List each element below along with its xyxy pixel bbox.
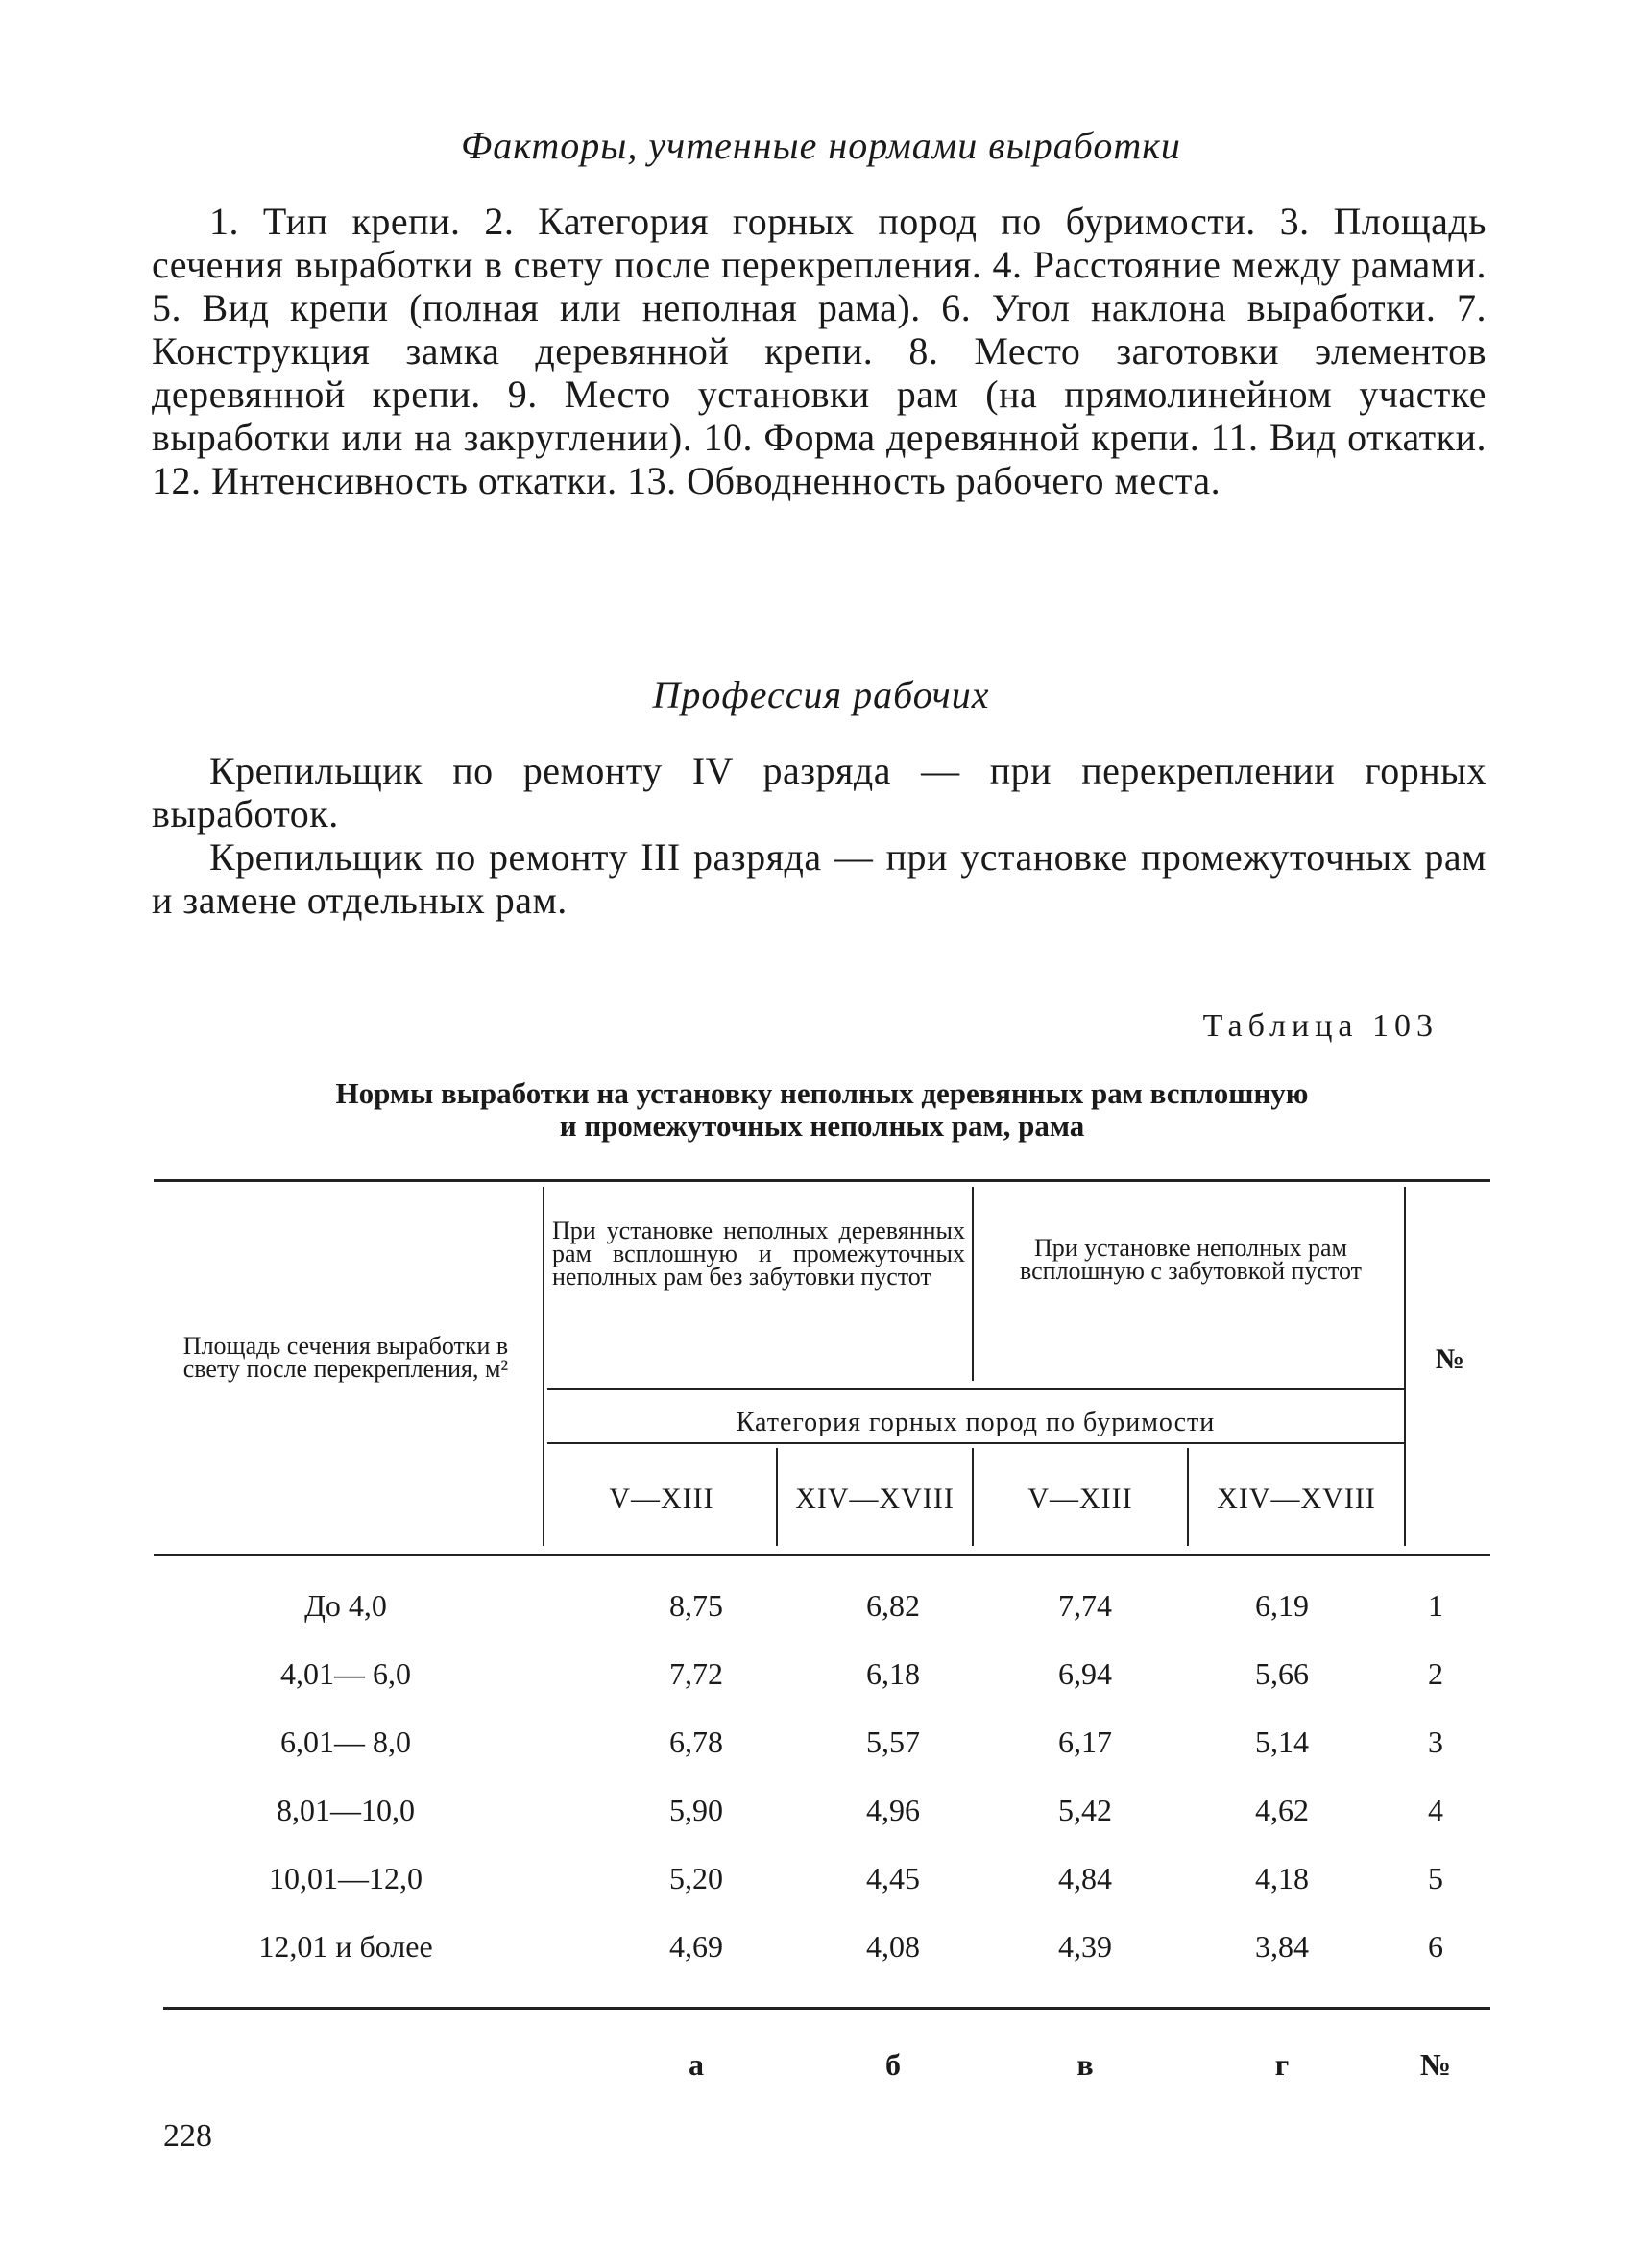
cell-b: 4,45 [866, 1861, 920, 1895]
table-row [154, 1861, 1490, 1918]
cell-a: 5,20 [669, 1861, 723, 1895]
header-sub-4: XIV—XVIII [1217, 1483, 1376, 1514]
row-area: 6,01— 8,0 [280, 1725, 411, 1759]
row-area: 8,01—10,0 [277, 1793, 415, 1827]
cell-num: 6 [1428, 1929, 1443, 1964]
cell-b: 4,08 [866, 1929, 920, 1964]
cell-v: 4,39 [1058, 1929, 1112, 1964]
cell-b: 6,82 [866, 1588, 920, 1623]
cell-a: 5,90 [669, 1793, 723, 1827]
cell-v: 4,84 [1058, 1861, 1112, 1895]
header-sub-3: V—XIII [1028, 1483, 1133, 1514]
table-bottom-rule [163, 2007, 1490, 2010]
cell-b: 6,18 [866, 1656, 920, 1691]
letter-num: № [1419, 2047, 1452, 2082]
cell-num: 4 [1428, 1793, 1443, 1827]
col-divider-area [543, 1187, 544, 1546]
letter-b: б [885, 2047, 901, 2082]
cell-v: 5,42 [1058, 1793, 1112, 1827]
column-letters [154, 2047, 1490, 2095]
table-row [154, 1588, 1490, 1646]
header-group-rule [547, 1388, 1404, 1390]
section-heading-profession: Профессия рабочих [652, 673, 990, 716]
table-row [154, 1656, 1490, 1714]
table-row [154, 1929, 1490, 1987]
letter-g: г [1274, 2047, 1290, 2082]
table-top-rule [154, 1179, 1490, 1182]
header-bottom-rule [154, 1554, 1490, 1556]
row-area: До 4,0 [304, 1588, 387, 1623]
cell-a: 7,72 [669, 1656, 723, 1691]
table-row [154, 1725, 1490, 1782]
col-divider-groups [972, 1187, 974, 1381]
header-group-1: При установке неполных деревянных рам всплошную и промежуточных неполных рам без забутовки пустот [552, 1217, 965, 1291]
header-sub-2: XIV—XVIII [795, 1483, 955, 1514]
cell-num: 2 [1428, 1656, 1443, 1691]
cell-g: 5,14 [1255, 1725, 1309, 1759]
cell-num: 3 [1428, 1725, 1443, 1759]
cell-g: 3,84 [1255, 1929, 1309, 1964]
cell-v: 7,74 [1058, 1588, 1112, 1623]
profession-paragraph-1: Крепильщик по ремонту IV разряда — при перекреплении горных выработок. [152, 749, 1487, 835]
row-area: 12,01 и более [258, 1929, 433, 1964]
section-heading-factors: Факторы, учтенные нормами выработки [461, 124, 1181, 167]
table-row [154, 1793, 1490, 1850]
header-num: № [1435, 1343, 1465, 1375]
table-title-line-2: и промежуточных неполных рам, рама [559, 1109, 1085, 1143]
col-divider-num [1404, 1187, 1406, 1546]
table-title [154, 1077, 1490, 1143]
cell-num: 1 [1428, 1588, 1443, 1623]
row-area: 4,01— 6,0 [280, 1656, 411, 1691]
page-number: 228 [163, 2118, 212, 2154]
cell-v: 6,94 [1058, 1656, 1112, 1691]
header-sub-1: V—XIII [609, 1483, 714, 1514]
cell-a: 6,78 [669, 1725, 723, 1759]
header-group-2: При установке неполных рам всплошную с забутовкой пустот [1019, 1234, 1362, 1285]
header-area: Площадь сечения выработки в свету после перекрепления, м² [182, 1332, 509, 1383]
cell-a: 4,69 [669, 1929, 723, 1964]
category-rule [547, 1442, 1404, 1444]
factors-paragraph: 1. Тип крепи. 2. Категория горных пород по буримости. 3. Площадь сечения выработки в свету после перекрепления. 4. Расстояние между рамами. 5. Вид крепи (полная или неполная рама). 6. Угол наклона выработки. 7. Конструкция замка деревянной крепи. 8. Место заготовки элементов деревянной крепи. 9. Место установки рам (на прямолинейном участке выработки или на закруглении). 10. Форма деревянной крепи. 11. Вид откатки. 12. Интенсивность откатки. 13. Обводненность рабочего места. [152, 200, 1487, 502]
cell-g: 4,18 [1255, 1861, 1309, 1895]
cell-a: 8,75 [669, 1588, 723, 1623]
table-number: Таблица 103 [1202, 1008, 1438, 1044]
cell-v: 6,17 [1058, 1725, 1112, 1759]
table-title-line-1: Нормы выработки на установку неполных деревянных рам всплошную [335, 1076, 1309, 1110]
cell-g: 5,66 [1255, 1656, 1309, 1691]
cell-num: 5 [1428, 1861, 1443, 1895]
letter-v: в [1076, 2047, 1094, 2082]
cell-b: 5,57 [866, 1725, 920, 1759]
header-category: Категория горных пород по буримости [736, 1408, 1216, 1437]
cell-g: 6,19 [1255, 1588, 1309, 1623]
letter-a: а [689, 2047, 704, 2082]
row-area: 10,01—12,0 [269, 1861, 423, 1895]
cell-g: 4,62 [1255, 1793, 1309, 1827]
cell-b: 4,96 [866, 1793, 920, 1827]
profession-paragraph-2: Крепильщик по ремонту III разряда — при установке промежуточных рам и замене отдельных рам. [152, 835, 1487, 922]
